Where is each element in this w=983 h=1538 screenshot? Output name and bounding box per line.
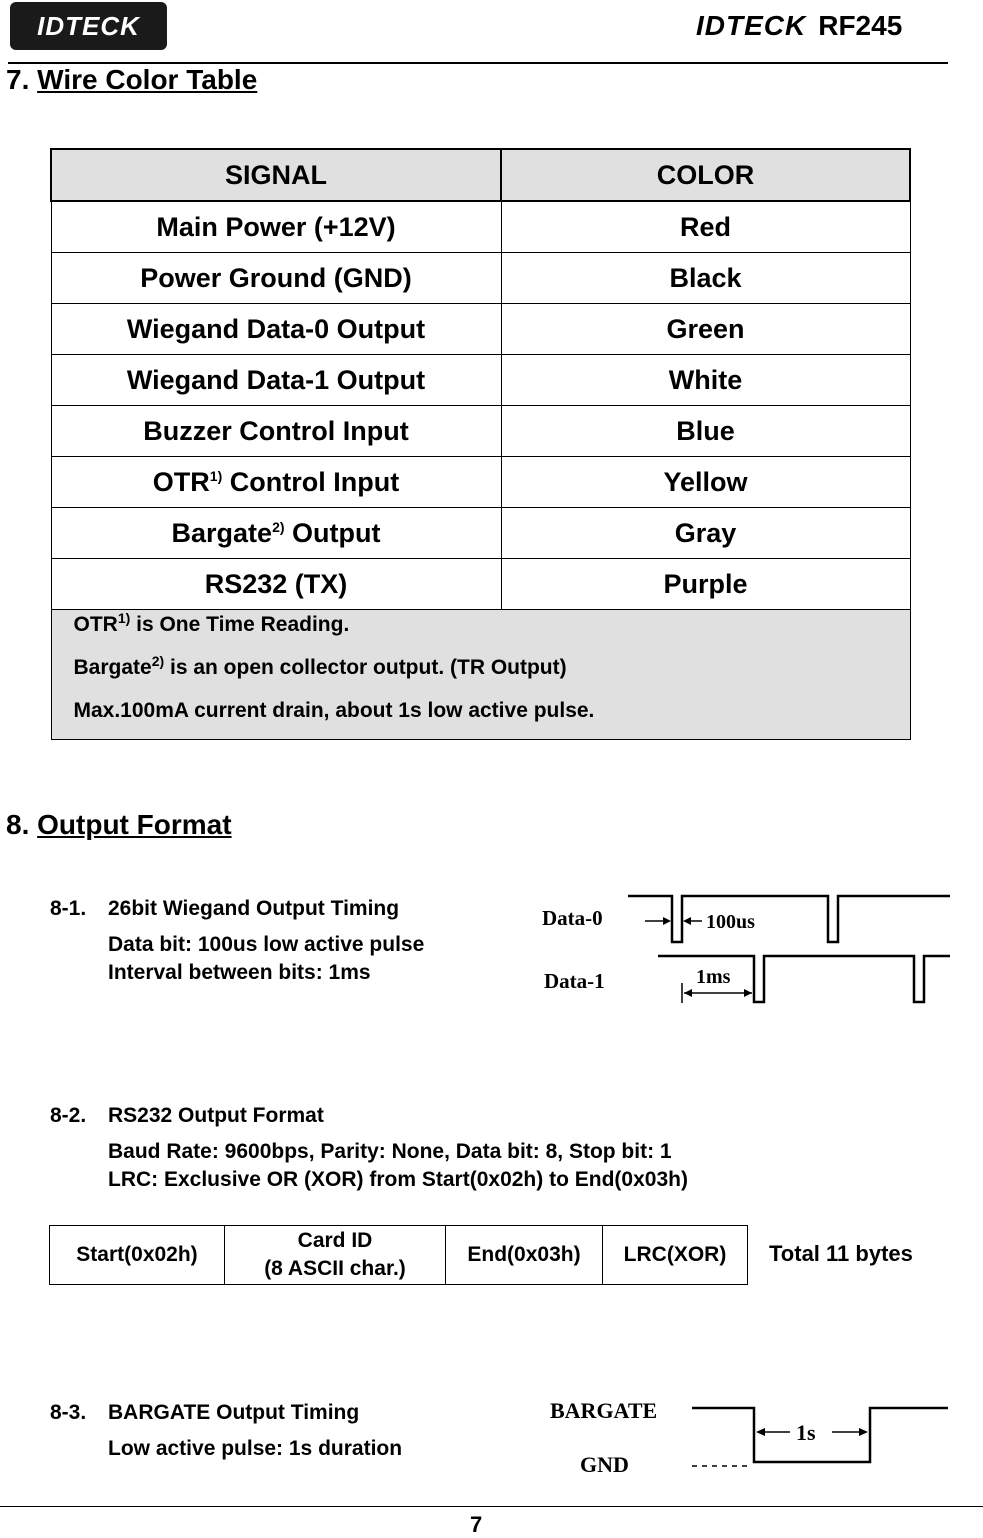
item-8-3-number: 8-3. [50,1401,87,1424]
bargate-waveform [692,1408,948,1462]
header-signal: SIGNAL [51,149,501,201]
table-row [51,559,910,610]
field-start: Start(0x02h) [50,1226,225,1285]
rs232-format-table [49,1225,748,1285]
section-7-heading [6,64,257,96]
idteck-rf245-logo [696,6,902,46]
field-lrc: LRC(XOR) [603,1226,748,1285]
section-8-number: 8. [6,809,30,840]
signal-cell: RS232 (TX) [51,559,501,610]
signal-cell [51,457,501,508]
label-data1: Data-1 [544,969,605,993]
signal-text: OTR [152,466,210,497]
color-cell: Green [501,304,910,355]
signal-text: Bargate [171,517,273,548]
card-id-label: Card ID [297,1229,373,1252]
footnote-marker: 2) [272,518,285,535]
table-row [51,457,910,508]
wiegand-timing-diagram [530,888,960,1013]
section-8-title: Output Format [37,809,232,840]
color-cell: Purple [501,559,910,610]
note-line: OTR$^{1)}$ is One Time Reading. [73,610,350,636]
item-8-1-line: Data bit: 100us low active pulse [108,933,425,956]
bargate-timing-diagram [540,1390,960,1485]
color-cell: White [501,355,910,406]
wire-color-table [50,148,911,740]
item-8-2-line: LRC: Exclusive OR (XOR) from Start(0x02h) to End(0x03h) [108,1168,688,1191]
note-line: Bargate$^{2)}$ is an open collector output. (TR Output) [73,653,567,679]
table-row [51,355,910,406]
footnote-marker: 2) [151,653,165,669]
table-row [51,508,910,559]
item-8-1-number: 8-1. [50,897,87,920]
footnote-marker: 1) [117,610,131,626]
label-data0: Data-0 [542,906,603,930]
section-8-heading [6,809,232,841]
label-gnd: GND [580,1452,629,1477]
logo-brand: IDTECK [696,10,807,41]
label-100us: 100us [706,911,755,933]
item-8-2-number: 8-2. [50,1104,87,1127]
total-bytes: Total 11 bytes [769,1241,913,1266]
table-header-row [51,149,910,201]
signal-cell: Buzzer Control Input [51,406,501,457]
idteck-logo-left: IDTECK [10,2,167,50]
table-row [51,201,910,253]
field-end: End(0x03h) [446,1226,603,1285]
label-1s: 1s [796,1420,816,1445]
color-cell: Black [501,253,910,304]
table-notes-row [51,610,910,740]
section-7-title: Wire Color Table [37,64,258,95]
signal-cell: Main Power (+12V) [51,201,501,253]
format-row [50,1226,748,1285]
color-cell: Red [501,201,910,253]
color-cell: Gray [501,508,910,559]
signal-text: Control Input [222,466,400,497]
item-8-3-text [108,1399,402,1463]
signal-cell [51,508,501,559]
item-8-3-title: BARGATE Output Timing [108,1401,360,1424]
note-line: Max.100mA current drain, about 1s low active pulse. [73,699,595,722]
section-7-number: 7. [6,64,30,95]
item-8-2-title: RS232 Output Format [108,1104,324,1127]
table-row [51,304,910,355]
color-cell: Yellow [501,457,910,508]
page-number: 7 [470,1512,483,1537]
table-row [51,253,910,304]
item-8-1-text [108,895,424,987]
label-1ms: 1ms [696,966,731,988]
signal-cell: Power Ground (GND) [51,253,501,304]
field-card-id [225,1226,446,1285]
signal-cell: Wiegand Data-1 Output [51,355,501,406]
item-8-1-line: Interval between bits: 1ms [108,961,371,984]
signal-text: Output [284,517,381,548]
data0-waveform [628,896,950,942]
item-8-3-line: Low active pulse: 1s duration [108,1437,403,1460]
footer-divider [0,1506,983,1507]
table-notes [51,610,910,740]
item-8-2-line: Baud Rate: 9600bps, Parity: None, Data bit: 8, Stop bit: 1 [108,1140,672,1163]
card-id-sub: (8 ASCII char.) [264,1257,406,1280]
color-cell: Blue [501,406,910,457]
table-row [51,406,910,457]
header-color: COLOR [501,149,910,201]
item-8-2-text [108,1102,688,1194]
label-bargate: BARGATE [550,1398,658,1423]
signal-cell: Wiegand Data-0 Output [51,304,501,355]
footnote-marker: 1) [209,467,223,484]
item-8-1-title: 26bit Wiegand Output Timing [108,897,400,920]
logo-model: RF245 [818,10,903,41]
